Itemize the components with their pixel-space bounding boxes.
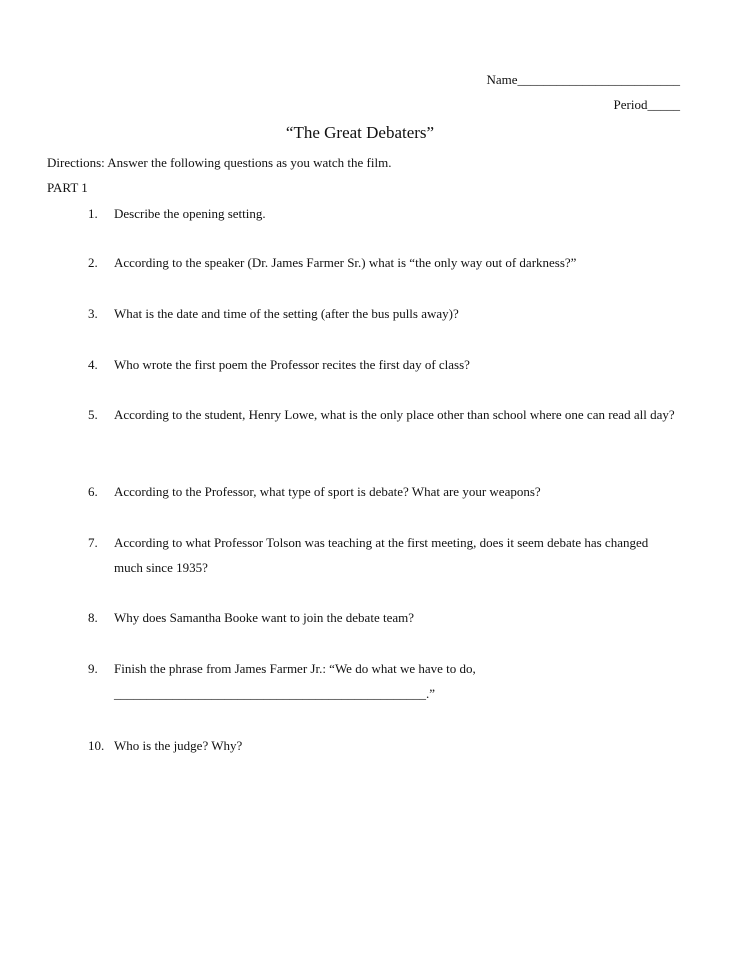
question-7 [88,530,678,580]
question-text: Who is the judge? Why? [114,738,243,753]
question-number: 10. [88,738,105,753]
question-number: 6. [88,484,98,499]
part-label: PART 1 [47,180,88,195]
worksheet-title: “The Great Debaters” [285,123,435,142]
question-text: Finish the phrase from James Farmer Jr.: “We do what we have to do, ________________________________________________.” [114,661,476,701]
question-3 [88,301,678,326]
question-1 [88,201,678,226]
question-text: According to the student, Henry Lowe, what is the only place other than school where one can read all day? [114,407,675,422]
question-8 [88,605,678,630]
question-5 [88,402,678,427]
question-text: According to what Professor Tolson was teaching at the first meeting, does it seem debate has changed much since 1935? [114,535,649,575]
question-text: According to the speaker (Dr. James Farmer Sr.) what is “the only way out of darkness?” [114,255,577,270]
question-number: 1. [88,206,98,221]
question-number: 8. [88,610,98,625]
question-number: 5. [88,407,98,422]
name-field: Name_________________________ [486,72,680,87]
question-text: Who wrote the first poem the Professor recites the first day of class? [114,357,470,372]
question-9 [88,656,678,706]
question-text: What is the date and time of the setting (after the bus pulls away)? [114,306,459,321]
question-2 [88,250,678,275]
question-number: 3. [88,306,98,321]
directions-text: Directions: Answer the following questions as you watch the film. [47,155,392,170]
question-number: 4. [88,357,98,372]
question-number: 7. [88,535,98,550]
question-10 [88,733,678,758]
question-number: 2. [88,255,98,270]
period-field: Period_____ [613,97,680,112]
question-4 [88,352,678,377]
question-number: 9. [88,661,98,676]
question-text: Describe the opening setting. [114,206,266,221]
question-6 [88,479,678,504]
question-text: According to the Professor, what type of sport is debate? What are your weapons? [114,484,541,499]
question-text: Why does Samantha Booke want to join the debate team? [114,610,414,625]
